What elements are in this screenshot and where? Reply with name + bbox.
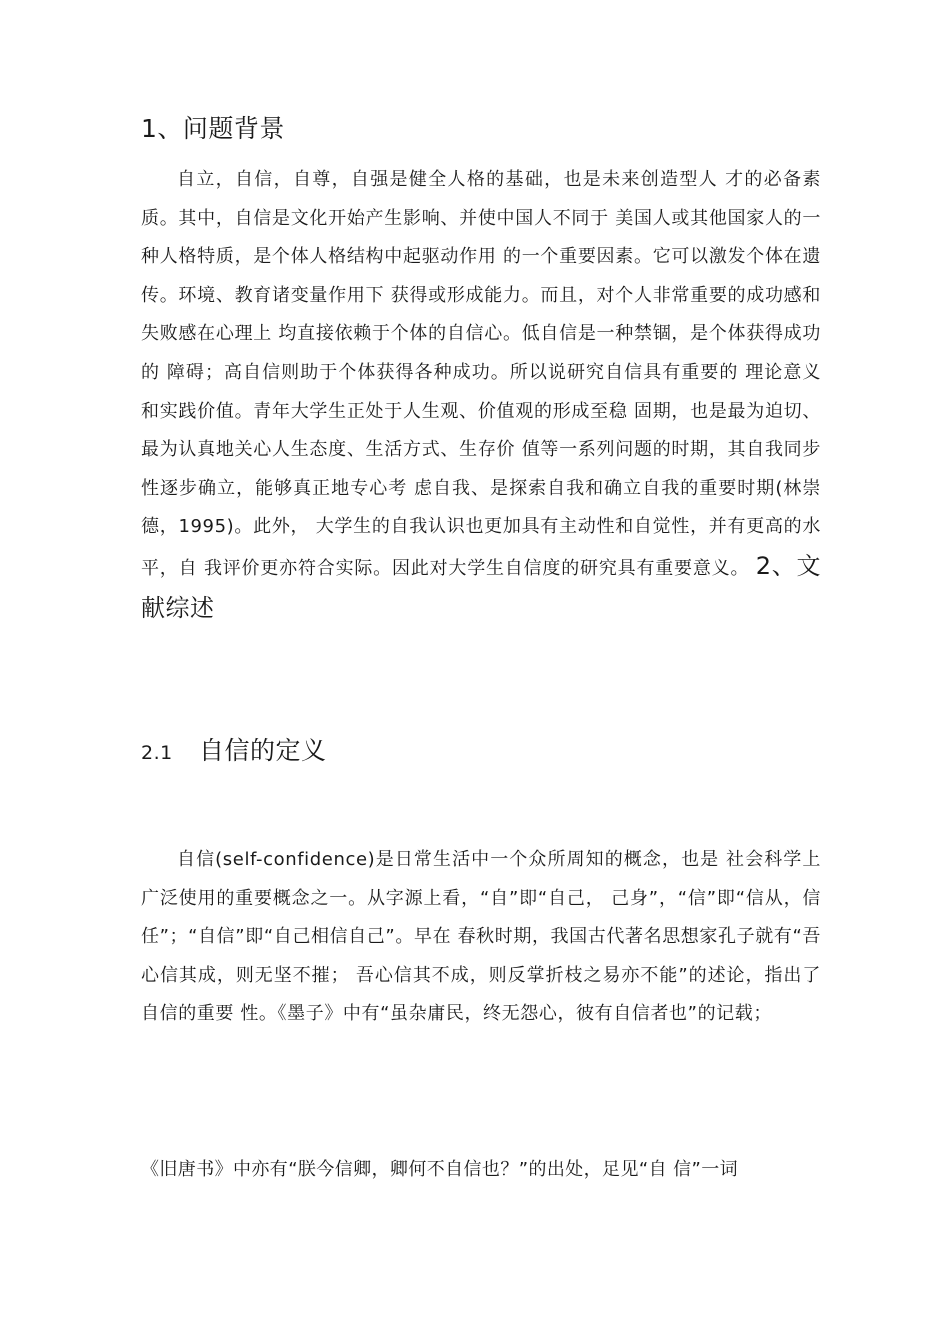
section-2-1-continuation: 《旧唐书》中亦有“朕今信卿，卿何不自信也？”的出处，足见“自 信”一词 — [141, 1159, 739, 1180]
section-2-1-heading — [141, 734, 327, 770]
section-1-heading: 1、问题背景 — [141, 114, 285, 143]
section-2-1-number: 2.1 — [141, 742, 173, 764]
section-1-body: 自立，自信，自尊，自强是健全人格的基础，也是未来创造型人 才的必备素质。其中，自信是文化开始产生影响、并使中国人不同于 美国人或其他国家人的一种人格特质，是个体人格结构中起驱动作用 的一个重要因素。它可以激发个体在遗传。环境、教育诸变量作用下 获得或形成能力。而且，对个人非常重要的成功感和失败感在心理上 均直接依赖于个体的自信心。低自信是一种禁锢，是个体获得成功的 障碍；高自信则助于个体获得各种成功。所以说研究自信具有重要的 理论意义和实践价值。青年大学生正处于人生观、价值观的形成至稳 固期，也是最为迫切、最为认真地关心人生态度、生活方式、生存价 值等一系列问题的时期，其自我同步性逐步确立，能够真正地专心考 虑自我、是探索自我和确立自我的重要时期(林崇德，1995)。此外， 大学生的自我认识也更加具有主动性和自觉性，并有更高的水平，自 我评价更亦符合实际。因此对大学生自信度的研究具有重要意义。 — [141, 169, 821, 579]
section-2-1-title: 自信的定义 — [199, 736, 327, 765]
section-2-heading: 2、文献综述 — [141, 551, 821, 622]
section-1-paragraph — [141, 161, 821, 630]
section-2-1-paragraph: 自信(self-confidence)是日常生活中一个众所周知的概念，也是 社会科学上广泛使用的重要概念之一。从字源上看，“自”即“自己， 己身”，“信”即“信从，信任”；“自信”即“自己相信自己”。早在 春秋时期，我国古代著名思想家孔子就有“吾心信其成，则无坚不摧； 吾心信其不成，则反掌折枝之易亦不能”的述论，指出了自信的重要 性。《墨子》中有“虽杂庸民，终无怨心，彼有自信者也”的记载； — [141, 849, 821, 1025]
